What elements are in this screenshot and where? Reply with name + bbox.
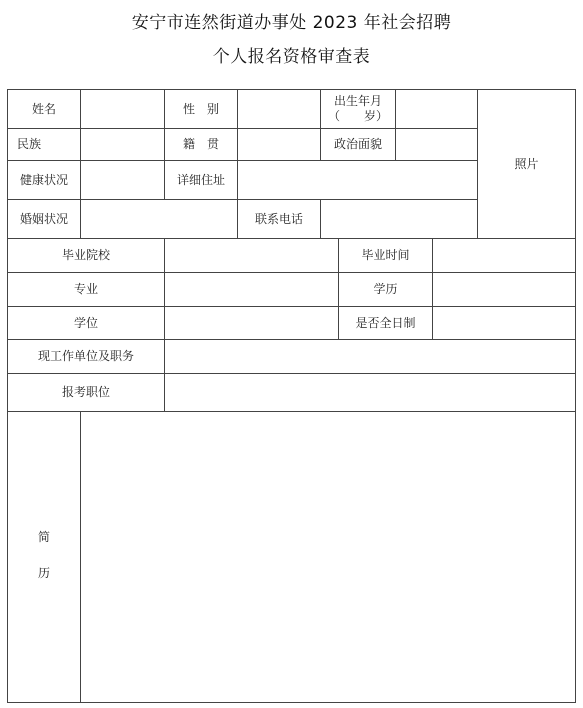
education-field[interactable] (433, 273, 575, 306)
resume-label-char-2: 历 (37, 565, 50, 580)
document-title-line-1: 安宁市连然街道办事处 2023 年社会招聘 (131, 13, 452, 33)
major-field[interactable] (165, 273, 338, 306)
health-field[interactable] (81, 161, 164, 199)
marital-label: 婚姻状况 (19, 211, 68, 226)
name-field[interactable] (81, 90, 164, 128)
school-label: 毕业院校 (61, 248, 110, 262)
ethnicity-label: 民族 (17, 137, 42, 151)
position-field[interactable] (165, 374, 575, 411)
school-field[interactable] (165, 239, 338, 272)
phone-label: 联系电话 (254, 211, 303, 226)
name-label: 姓名 (31, 101, 56, 116)
birth-field[interactable] (396, 90, 477, 128)
birth-label-line-1: 出生年月 (333, 94, 382, 108)
gender-label: 性 别 (182, 101, 219, 116)
work-unit-label: 现工作单位及职务 (37, 349, 134, 363)
health-label: 健康状况 (19, 172, 68, 187)
degree-label: 学位 (73, 315, 98, 330)
birth-label-line-2: （ 岁） (327, 109, 388, 123)
major-label: 专业 (73, 282, 98, 296)
address-field[interactable] (238, 161, 477, 199)
native-place-label: 籍 贯 (182, 137, 219, 151)
position-label: 报考职位 (61, 385, 110, 399)
degree-field[interactable] (165, 307, 338, 339)
political-status-field[interactable] (396, 129, 477, 160)
resume-field[interactable] (81, 412, 575, 702)
political-status-label: 政治面貌 (333, 137, 382, 151)
resume-label-char-1: 简 (37, 529, 50, 544)
photo-box[interactable]: 照片 (514, 156, 539, 171)
marital-field[interactable] (81, 200, 237, 238)
education-label: 学历 (373, 282, 398, 296)
full-time-field[interactable] (433, 307, 575, 339)
grad-time-label: 毕业时间 (361, 248, 410, 262)
birth-label (321, 90, 395, 128)
phone-field[interactable] (321, 200, 477, 238)
gender-field[interactable] (238, 90, 320, 128)
ethnicity-field[interactable] (81, 129, 164, 160)
document-title-line-2: 个人报名资格审查表 (212, 47, 371, 67)
full-time-label: 是否全日制 (355, 315, 416, 330)
native-place-field[interactable] (238, 129, 320, 160)
grad-time-field[interactable] (433, 239, 575, 272)
work-unit-field[interactable] (165, 340, 575, 373)
address-label: 详细住址 (176, 172, 225, 187)
